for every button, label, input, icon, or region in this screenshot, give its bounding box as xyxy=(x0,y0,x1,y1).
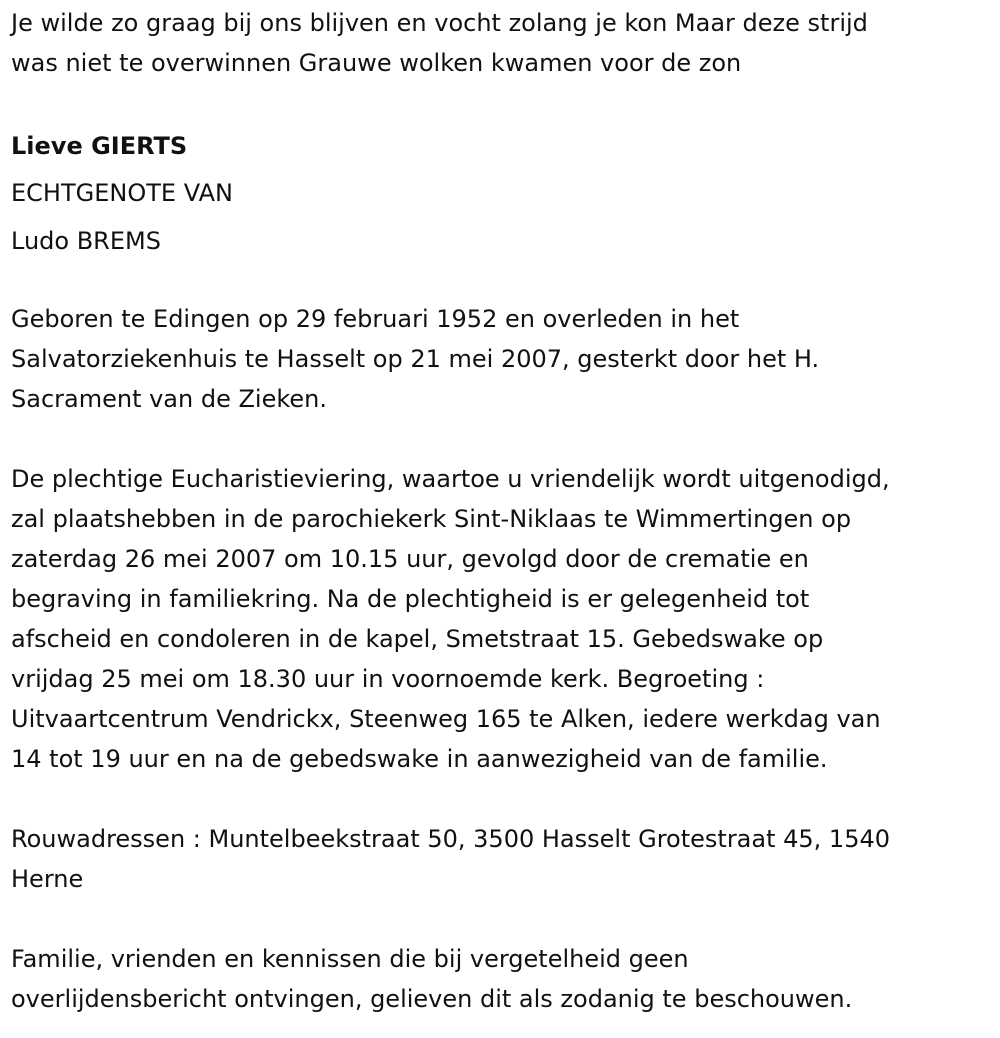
ceremony-line: zal plaatshebben in de parochiekerk Sint-Niklaas te Wimmertingen op xyxy=(11,505,852,533)
deceased-relation: ECHTGENOTE VAN xyxy=(11,179,233,207)
addresses-line: Herne xyxy=(11,865,84,893)
poem-paragraph xyxy=(11,3,985,83)
birth-death-paragraph xyxy=(11,299,985,419)
birth-death-line: Salvatorziekenhuis te Hasselt op 21 mei 2007, gesterkt door het H. xyxy=(11,345,820,373)
closing-paragraph xyxy=(11,939,985,1019)
birth-death-line: Sacrament van de Zieken. xyxy=(11,385,328,413)
spouse-name: Ludo BREMS xyxy=(11,227,161,255)
birth-death-line: Geboren te Edingen op 29 februari 1952 en overleden in het xyxy=(11,305,740,333)
ceremony-line: 14 tot 19 uur en na de gebedswake in aanwezigheid van de familie. xyxy=(11,745,828,773)
ceremony-line: zaterdag 26 mei 2007 om 10.15 uur, gevolgd door de crematie en xyxy=(11,545,809,573)
ceremony-line: Uitvaartcentrum Vendrickx, Steenweg 165 te Alken, iedere werkdag van xyxy=(11,705,881,733)
closing-line: Familie, vrienden en kennissen die bij vergetelheid geen xyxy=(11,945,689,973)
closing-line: overlijdensbericht ontvingen, gelieven dit als zodanig te beschouwen. xyxy=(11,985,853,1013)
ceremony-line: vrijdag 25 mei om 18.30 uur in voornoemde kerk. Begroeting : xyxy=(11,665,765,693)
ceremony-paragraph xyxy=(11,459,985,779)
deceased-block xyxy=(11,123,985,265)
addresses-paragraph xyxy=(11,819,985,899)
spacer xyxy=(11,265,985,299)
ceremony-line: afscheid en condoleren in de kapel, Smetstraat 15. Gebedswake op xyxy=(11,625,824,653)
poem-line: was niet te overwinnen Grauwe wolken kwamen voor de zon xyxy=(11,49,742,77)
deceased-name: Lieve GIERTS xyxy=(11,132,188,160)
poem-line: Je wilde zo graag bij ons blijven en vocht zolang je kon Maar deze strijd xyxy=(11,9,868,37)
addresses-line: Rouwadressen : Muntelbeekstraat 50, 3500 Hasselt Grotestraat 45, 1540 xyxy=(11,825,891,853)
ceremony-line: De plechtige Eucharistieviering, waartoe u vriendelijk wordt uitgenodigd, xyxy=(11,465,890,493)
ceremony-line: begraving in familiekring. Na de plechtigheid is er gelegenheid tot xyxy=(11,585,810,613)
